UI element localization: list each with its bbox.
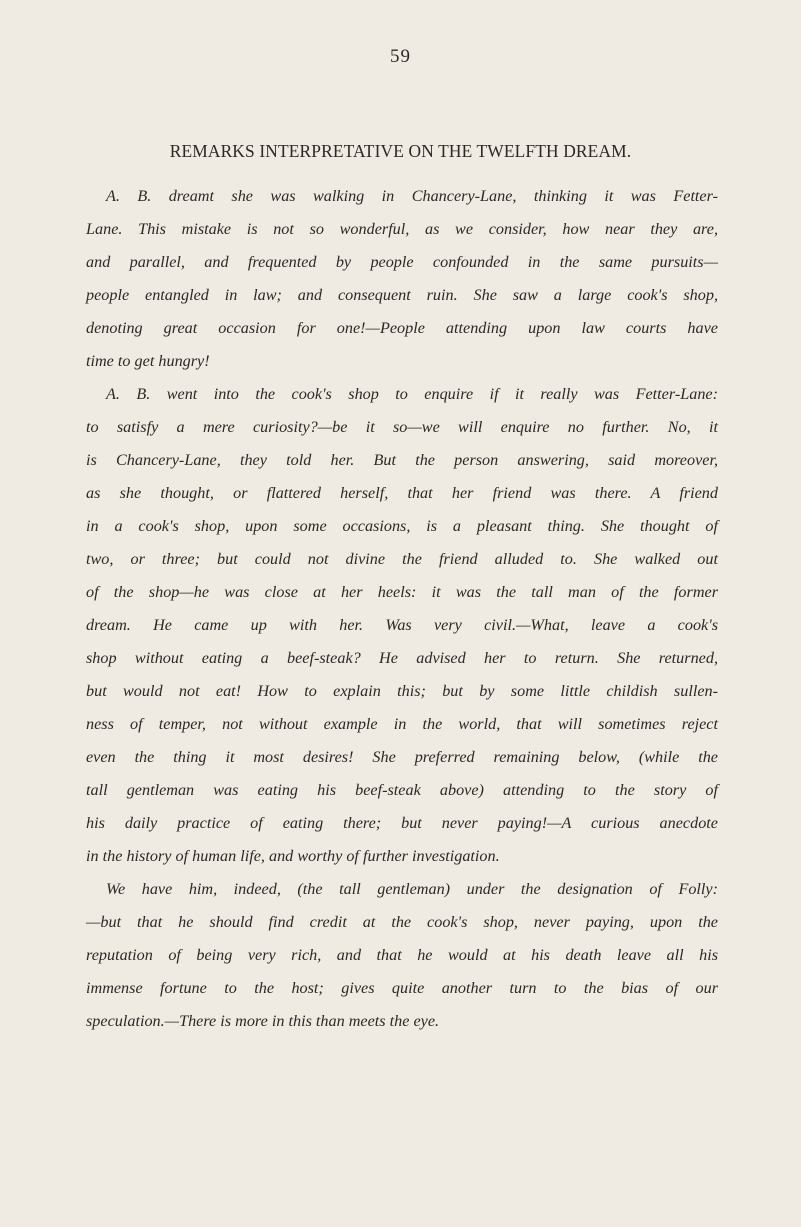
text-line: denoting great occasion for one!—People attending upon law courts have	[86, 319, 718, 337]
text-line: ness of temper, not without example in the world, that will sometimes reject	[86, 715, 718, 733]
text-line: of the shop—he was close at her heels: it was the tall man of the former	[86, 583, 718, 601]
text-line: A. B. dreamt she was walking in Chancery-Lane, thinking it was Fetter-	[106, 187, 718, 205]
text-line: Lane. This mistake is not so wonderful, as we consider, how near they are,	[86, 220, 718, 238]
text-line: as she thought, or flattered herself, that her friend was there. A friend	[86, 484, 718, 502]
text-line: shop without eating a beef-steak? He advised her to return. She returned,	[86, 649, 718, 667]
text-line: in a cook's shop, upon some occasions, is a pleasant thing. She thought of	[86, 517, 718, 535]
chapter-heading: REMARKS INTERPRETATIVE ON THE TWELFTH DREAM.	[169, 141, 632, 161]
text-line: two, or three; but could not divine the friend alluded to. She walked out	[86, 550, 718, 568]
text-line: but would not eat! How to explain this; but by some little childish sullen-	[86, 682, 718, 700]
text-line: reputation of being very rich, and that he would at his death leave all his	[86, 946, 718, 964]
text-line: to satisfy a mere curiosity?—be it so—we will enquire no further. No, it	[86, 418, 718, 436]
text-line: is Chancery-Lane, they told her. But the person answering, said moreover,	[86, 451, 718, 469]
text-line: in the history of human life, and worthy of further investigation.	[86, 847, 500, 865]
text-line: immense fortune to the host; gives quite another turn to the bias of our	[86, 979, 718, 997]
text-line: and parallel, and frequented by people confounded in the same pursuits—	[86, 253, 718, 271]
text-line: his daily practice of eating there; but never paying!—A curious anecdote	[86, 814, 718, 832]
text-line: We have him, indeed, (the tall gentleman) under the designation of Folly:	[106, 880, 718, 898]
text-line: people entangled in law; and consequent ruin. She saw a large cook's shop,	[86, 286, 718, 304]
text-line: speculation.—There is more in this than meets the eye.	[86, 1012, 440, 1030]
text-line: time to get hungry!	[86, 352, 210, 370]
text-line: A. B. went into the cook's shop to enquire if it really was Fetter-Lane:	[106, 385, 718, 403]
text-line: even the thing it most desires! She preferred remaining below, (while the	[86, 748, 718, 766]
text-line: dream. He came up with her. Was very civil.—What, leave a cook's	[86, 616, 718, 634]
text-line: tall gentleman was eating his beef-steak above) attending to the story of	[86, 781, 718, 799]
text-line: —but that he should find credit at the cook's shop, never paying, upon the	[86, 913, 718, 931]
page-number: 59	[390, 46, 411, 67]
